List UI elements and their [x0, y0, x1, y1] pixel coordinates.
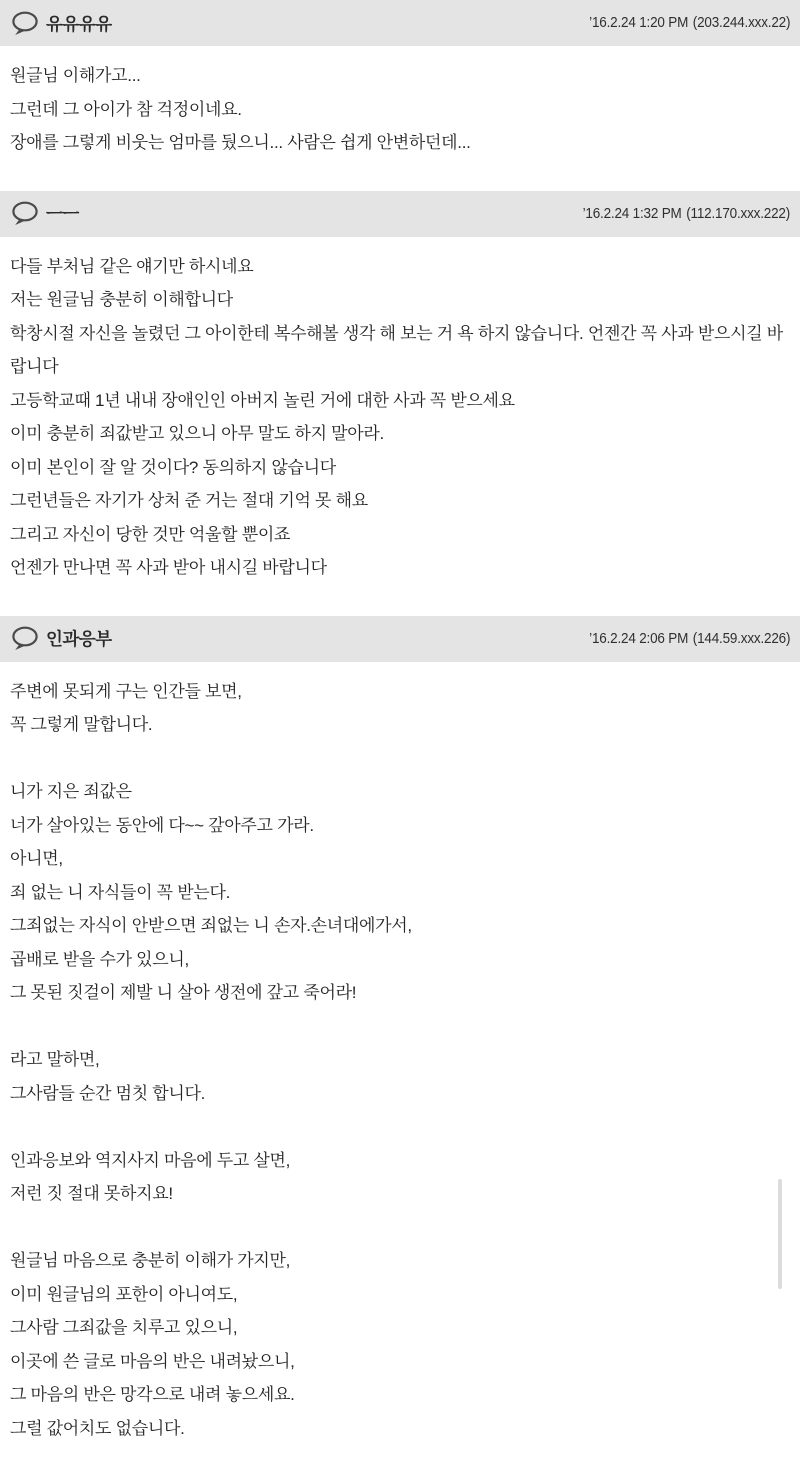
comment-line: 저는 원글님 충분히 이해합니다	[10, 283, 790, 317]
comment-line: 니가 지은 죄값은	[10, 775, 790, 809]
comment-line-blank	[10, 742, 790, 776]
comment-author-group	[11, 626, 112, 651]
comment	[0, 0, 800, 191]
comment-meta	[583, 206, 790, 222]
comment-line: 그런년들은 자기가 상처 준 거는 절대 기억 못 해요	[10, 484, 790, 518]
comment-line: 그리고 자신이 당한 것만 억울할 뿐이죠	[10, 518, 790, 552]
comment-line: 그사람 그죄값을 치루고 있으니,	[10, 1311, 790, 1345]
comment-line: 학창시절 자신을 놀렸던 그 아이한테 복수해볼 생각 해 보는 거 욕 하지 않습니다. 언젠간 꼭 사과 받으시길 바랍니다	[10, 317, 790, 384]
comment-header	[0, 616, 800, 662]
comment-line: 라고 말하면,	[10, 1043, 790, 1077]
comment-line: 언젠가 만나면 꼭 사과 받아 내시길 바랍니다	[10, 551, 790, 585]
comment-author-group	[11, 11, 112, 36]
comment-line: 너가 살아있는 동안에 다~~ 갚아주고 가라.	[10, 809, 790, 843]
comment-datetime: ’16.2.24 2:06 PM	[589, 631, 688, 647]
scrollbar-thumb[interactable]	[778, 1179, 782, 1289]
comment-datetime: ’16.2.24 1:32 PM	[583, 206, 682, 222]
comment-line: 꼭 그렇게 말합니다.	[10, 708, 790, 742]
comment-ip: (144.59.xxx.226)	[693, 631, 790, 647]
comment-line: 이곳에 쓴 글로 마음의 반은 내려놨으니,	[10, 1345, 790, 1379]
comment-line: 그 마음의 반은 망각으로 내려 놓으세요.	[10, 1378, 790, 1412]
comment-line: 다들 부처님 같은 얘기만 하시네요	[10, 250, 790, 284]
comment-author[interactable]: 인과응부	[46, 626, 112, 651]
comment-author-group	[11, 201, 79, 226]
comment-line-blank	[10, 1211, 790, 1245]
comment-line: 그런데 그 아이가 참 걱정이네요.	[10, 93, 790, 127]
comment-ip: (112.170.xxx.222)	[686, 206, 790, 222]
comment-author[interactable]: 유유유유	[46, 11, 112, 36]
comment-line: 인과응보와 역지사지 마음에 두고 살면,	[10, 1144, 790, 1178]
comment-line: 원글님 마음으로 충분히 이해가 가지만,	[10, 1244, 790, 1278]
comment-line: 곱배로 받을 수가 있으니,	[10, 943, 790, 977]
comment-line-blank	[10, 1010, 790, 1044]
comment	[0, 191, 800, 616]
comment-line: 이미 원글님의 포한이 아니여도,	[10, 1278, 790, 1312]
comment-line: 그죄없는 자식이 안받으면 죄없는 니 손자.손녀대에가서,	[10, 909, 790, 943]
comment-header	[0, 0, 800, 46]
comment-body	[0, 662, 800, 1476]
speech-bubble-icon	[11, 626, 39, 651]
comment-line: 고등학교때 1년 내내 장애인인 아버지 놀린 거에 대한 사과 꼭 받으세요	[10, 384, 790, 418]
comment-line: 그 못된 짓걸이 제발 니 살아 생전에 갚고 죽어라!	[10, 976, 790, 1010]
comment-line: 아니면,	[10, 842, 790, 876]
comment-datetime: ’16.2.24 1:20 PM	[589, 15, 688, 31]
comment-line: 주변에 못되게 구는 인간들 보면,	[10, 675, 790, 709]
comment-line: 원글님 이해가고...	[10, 59, 790, 93]
comment-header	[0, 191, 800, 237]
comment-body	[0, 46, 800, 191]
comment-meta	[589, 631, 790, 647]
comment-line-blank	[10, 1110, 790, 1144]
comment-line: 장애를 그렇게 비웃는 엄마를 뒀으니... 사람은 쉽게 안변하던데...	[10, 126, 790, 160]
comment-line: 죄 없는 니 자식들이 꼭 받는다.	[10, 876, 790, 910]
speech-bubble-icon	[11, 11, 39, 36]
comment-line: 그사람들 순간 멈칫 합니다.	[10, 1077, 790, 1111]
speech-bubble-icon	[11, 201, 39, 226]
comment-line: 저런 짓 절대 못하지요!	[10, 1177, 790, 1211]
comment	[0, 616, 800, 1476]
comment-line: 그럴 값어치도 없습니다.	[10, 1412, 790, 1446]
comment-line: 이미 본인이 잘 알 것이다? 동의하지 않습니다	[10, 451, 790, 485]
comment-body	[0, 237, 800, 616]
comment-ip: (203.244.xxx.22)	[693, 15, 790, 31]
comment-line: 이미 충분히 죄값받고 있으니 아무 말도 하지 말아라.	[10, 417, 790, 451]
comment-author[interactable]: ㅡㅡ	[46, 201, 79, 226]
comment-meta	[589, 15, 790, 31]
